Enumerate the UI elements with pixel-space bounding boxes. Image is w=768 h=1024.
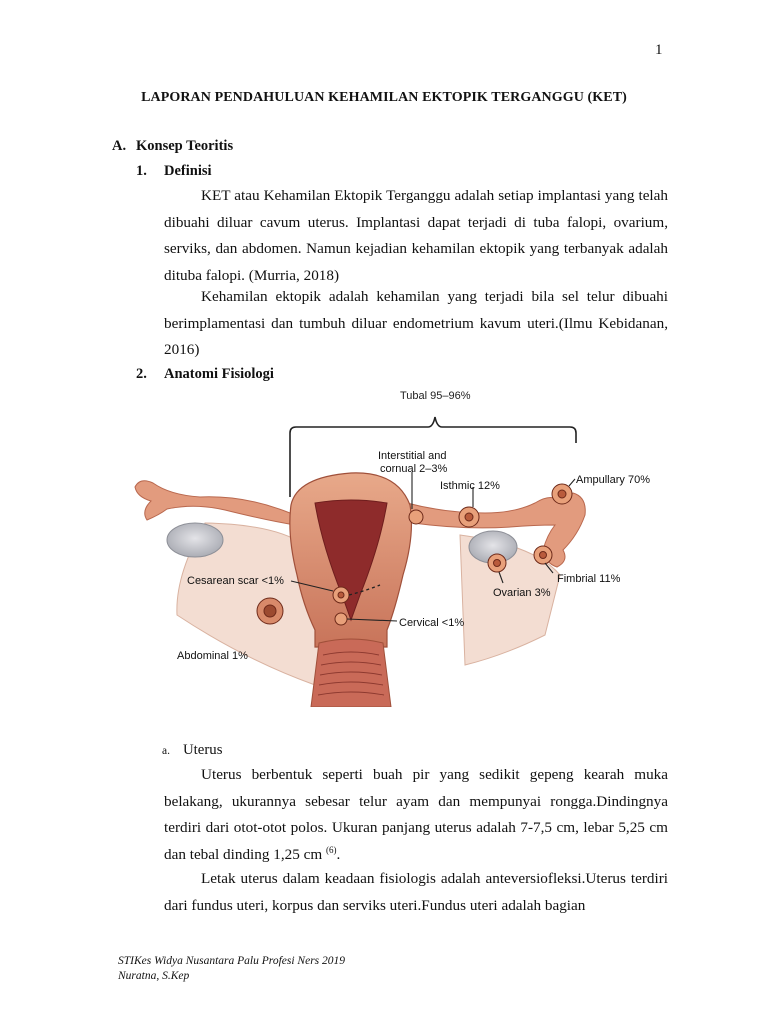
anatomi-heading xyxy=(136,366,274,383)
uterus-label: a. xyxy=(162,745,170,757)
uterus-paragraph-1 xyxy=(164,762,668,868)
citation-reference: (6) xyxy=(325,844,337,855)
definisi-text: Definisi xyxy=(164,163,212,179)
cervical-site xyxy=(335,613,347,625)
page-number: 1 xyxy=(655,42,663,58)
cervical-label: Cervical <1% xyxy=(399,617,465,629)
uterus-heading xyxy=(162,742,222,759)
anatomi-text: Anatomi Fisiologi xyxy=(164,366,274,382)
document-title: LAPORAN PENDAHULUAN KEHAMILAN EKTOPIK TERGANGGU (KET) xyxy=(141,90,627,105)
definisi-paragraph-1: KET atau Kehamilan Ektopik Terganggu adalah setiap implantasi yang telah dibuahi diluar cavum uterus. Implantasi dapat terjadi di tuba falopi, ovarium, serviks, dan abdomen. Namun kejadian kehamilan ektopik yang terbanyak adalah dituba falopi. (Murria, 2018) xyxy=(164,187,668,284)
uterus-text: Uterus xyxy=(183,742,223,758)
definisi-label: 1. xyxy=(136,163,147,179)
abdominal-label: Abdominal 1% xyxy=(177,650,248,662)
anatomi-label: 2. xyxy=(136,366,147,382)
uterus-paragraph-1-end: . xyxy=(336,845,341,863)
left-ovary xyxy=(167,523,223,557)
fimbrial-label: Fimbrial 11% xyxy=(557,573,621,585)
interstitial-label-2: cornual 2–3% xyxy=(380,463,448,475)
footer-author: Nuratna, S.Kep xyxy=(118,970,190,982)
uterus-paragraph-1-text: Uterus berbentuk seperti buah pir yang sedikit gepeng kearah muka belakang, ukurannya sebesar telur ayam dan mempunyai rongga.Dindingnya terdiri dari otot-otot polos. Ukuran panjang uterus adalah 7-7,5 cm, lebar 5,25 cm dan tebal dinding 1,25 cm xyxy=(164,766,668,863)
footer-institution: STIKes Widya Nusantara Palu Profesi Ners 2019 xyxy=(118,955,346,967)
cesarean-label: Cesarean scar <1% xyxy=(187,575,284,587)
section-a-heading xyxy=(112,138,233,155)
left-fallopian-tube xyxy=(135,481,295,525)
ectopic-pregnancy-figure xyxy=(115,385,675,707)
page-footer xyxy=(118,954,345,984)
tubal-label: Tubal 95–96% xyxy=(400,390,471,402)
interstitial-label-1: Interstitial and xyxy=(378,450,447,462)
cervix xyxy=(311,639,391,707)
isthmic-label: Isthmic 12% xyxy=(440,480,500,492)
ampullary-label: Ampullary 70% xyxy=(576,474,650,486)
uterus-paragraph-2: Letak uterus dalam keadaan fisiologis adalah anteversiofleksi.Uterus terdiri dari fundus uteri, korpus dan serviks uteri.Fundus uteri adalah bagian xyxy=(164,870,668,914)
definisi-heading xyxy=(136,163,212,180)
ovarian-label: Ovarian 3% xyxy=(493,587,551,599)
section-a-label: A. xyxy=(112,138,127,154)
definisi-paragraph-2: Kehamilan ektopik adalah kehamilan yang terjadi bila sel telur dibuahi berimplamentasi dan tumbuh diluar endometrium kavum uteri.(Ilmu Kebidanan, 2016) xyxy=(164,288,668,358)
section-a-text: Konsep Teoritis xyxy=(136,138,234,154)
interstitial-site xyxy=(409,510,423,524)
